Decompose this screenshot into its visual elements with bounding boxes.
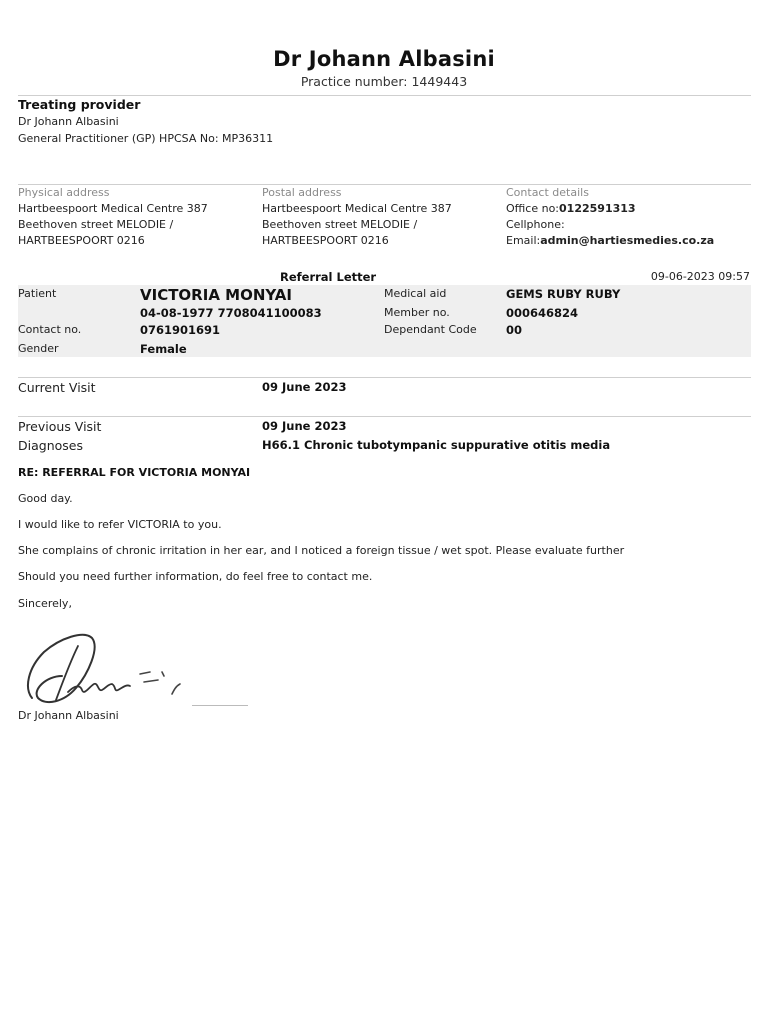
- gender-label: Gender: [18, 342, 59, 355]
- provider-heading: Treating provider: [18, 97, 141, 112]
- contact-no-value: 0761901691: [140, 323, 221, 337]
- previous-visit-value: 09 June 2023: [262, 419, 347, 433]
- diagnoses-value: H66.1 Chronic tubotympanic suppurative otitis media: [262, 438, 611, 452]
- divider: [18, 184, 751, 185]
- medical-aid-label: Medical aid: [384, 287, 447, 300]
- greeting: Good day.: [18, 492, 73, 505]
- dependant-code-value: 00: [506, 323, 523, 337]
- paragraph-3: Should you need further information, do feel free to contact me.: [18, 570, 373, 583]
- divider: [18, 416, 751, 417]
- current-visit-label: Current Visit: [18, 380, 96, 395]
- physical-address-line1: Hartbeespoort Medical Centre 387: [18, 202, 208, 215]
- signatory-name: Dr Johann Albasini: [18, 709, 119, 722]
- physical-address-line3: HARTBEESPOORT 0216: [18, 234, 145, 247]
- dependant-code-label: Dependant Code: [384, 323, 477, 336]
- divider: [18, 377, 751, 378]
- postal-address-line1: Hartbeespoort Medical Centre 387: [262, 202, 452, 215]
- current-visit-value: 09 June 2023: [262, 380, 347, 394]
- letter-datetime: 09-06-2023 09:57: [650, 270, 750, 283]
- divider: [18, 95, 751, 96]
- member-no-value: 000646824: [506, 306, 579, 320]
- office-number-label: Office no:: [506, 202, 560, 215]
- member-no-label: Member no.: [384, 306, 450, 319]
- provider-details: General Practitioner (GP) HPCSA No: MP36311: [18, 132, 274, 145]
- physical-address-label: Physical address: [18, 186, 110, 199]
- office-number-value: 0122591313: [559, 202, 636, 215]
- contact-no-label: Contact no.: [18, 323, 82, 336]
- previous-visit-label: Previous Visit: [18, 419, 102, 434]
- closing: Sincerely,: [18, 597, 72, 610]
- email-value: admin@hartiesmedies.co.za: [540, 234, 715, 247]
- patient-name: VICTORIA MONYAI: [140, 286, 292, 304]
- re-line: RE: REFERRAL FOR VICTORIA MONYAI: [18, 466, 251, 479]
- provider-name: Dr Johann Albasini: [18, 115, 119, 128]
- paragraph-1: I would like to refer VICTORIA to you.: [18, 518, 222, 531]
- doctor-name-title: Dr Johann Albasini: [273, 47, 495, 71]
- office-number: [506, 202, 636, 215]
- paragraph-2: She complains of chronic irritation in her ear, and I noticed a foreign tissue / wet spot. Please evaluate further: [18, 544, 625, 557]
- cellphone-label: Cellphone:: [506, 218, 565, 231]
- postal-address-line2: Beethoven street MELODIE /: [262, 218, 418, 231]
- physical-address-line2: Beethoven street MELODIE /: [18, 218, 174, 231]
- medical-aid-value: GEMS RUBY RUBY: [506, 287, 621, 301]
- patient-label: Patient: [18, 287, 57, 300]
- postal-address-line3: HARTBEESPOORT 0216: [262, 234, 389, 247]
- signature-line: [192, 705, 248, 706]
- gender-value: Female: [140, 342, 187, 356]
- practice-number: Practice number: 1449443: [300, 74, 468, 89]
- signature-image: [22, 628, 192, 706]
- contact-details-label: Contact details: [506, 186, 589, 199]
- patient-id-line: 04-08-1977 7708041100083: [140, 306, 322, 320]
- email: [506, 234, 714, 247]
- diagnoses-label: Diagnoses: [18, 438, 83, 453]
- email-label: Email:: [506, 234, 541, 247]
- postal-address-label: Postal address: [262, 186, 342, 199]
- letter-title: Referral Letter: [280, 270, 377, 284]
